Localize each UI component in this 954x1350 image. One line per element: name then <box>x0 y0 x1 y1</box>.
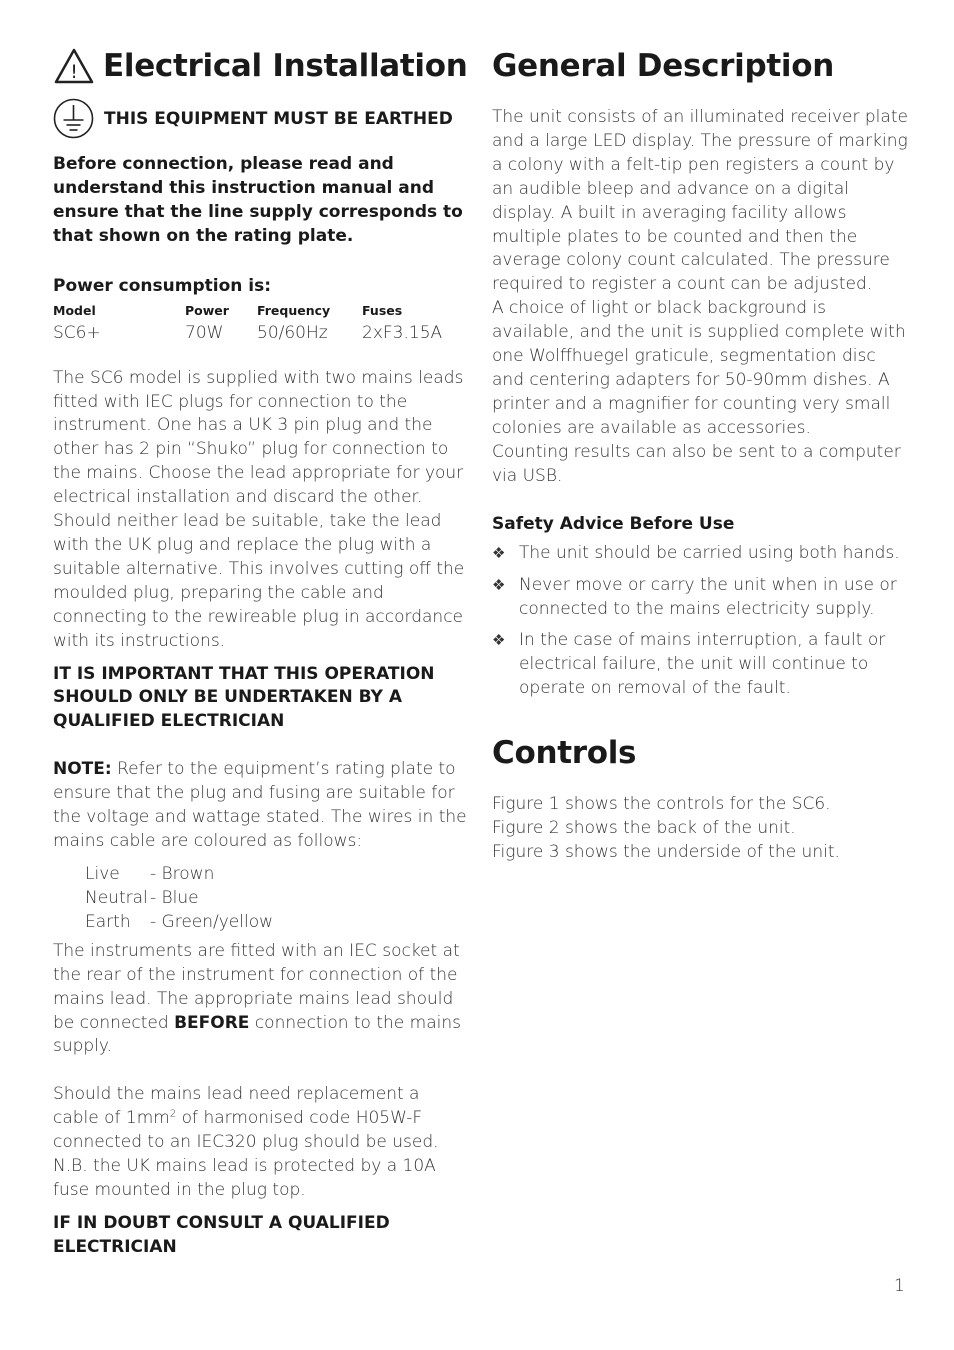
controls-line: Figure 1 shows the controls for the SC6. <box>492 793 831 814</box>
power-consumption-heading: Power consumption is: <box>53 275 272 296</box>
wire-name: Neutral <box>85 887 148 908</box>
bullet-diamond-icon: ❖ <box>492 544 506 563</box>
controls-lines <box>492 793 908 865</box>
note-text: Refer to the equipment’s rating plate to ensure that the plug and fusing are suitable for the voltage and wattage stated. The wires in the mains cable are coloured as follows: <box>53 759 467 851</box>
doubt-warning: IF IN DOUBT CONSULT A QUALIFIED ELECTRICIAN <box>53 1212 390 1257</box>
iec-text-pre: The instruments are fitted with an IEC socket at the rear of the instrument for connection of the mains lead. The appropriate mains lead should be connected <box>53 940 460 1033</box>
list-item <box>492 629 908 701</box>
cell-model: SC6+ <box>53 322 101 343</box>
col-header-fuses: Fuses <box>362 303 403 319</box>
controls-line: Figure 2 shows the back of the unit. <box>492 817 796 838</box>
right-column <box>492 44 908 865</box>
description-paragraph-1: The unit consists of an illuminated receiver plate and a large LED display. The pressure of marking a colony with a felt-tip pen registers a count by an audible bleep and advance on a digital display. A built in averaging facility allows multiple plates to be counted and then the average colony count calculated. The pressure required to register a count can be adjusted. <box>492 107 908 295</box>
wire-name: Earth <box>85 911 131 932</box>
description-paragraph-3: Counting results can also be sent to a computer via USB. <box>492 441 901 486</box>
replacement-paragraph <box>53 1083 469 1203</box>
svg-text:!: ! <box>70 61 78 83</box>
table-header-row <box>53 302 462 320</box>
replace-superscript: 2 <box>169 1108 177 1120</box>
left-column <box>53 44 469 1260</box>
col-header-model: Model <box>53 303 96 319</box>
bullet-text: Never move or carry the unit when in use or connected to the mains electricity supply. <box>519 574 897 619</box>
list-item <box>85 862 469 886</box>
cell-power: 70W <box>185 322 224 343</box>
bullet-diamond-icon: ❖ <box>492 631 506 650</box>
list-item <box>85 910 469 934</box>
electrical-installation-title: Electrical Installation <box>103 48 468 84</box>
wire-colour: - Blue <box>150 887 199 908</box>
electrical-installation-header <box>53 44 469 88</box>
earth-notice: THIS EQUIPMENT MUST BE EARTHED <box>104 108 453 129</box>
list-item <box>492 574 908 622</box>
bullet-text: In the case of mains interruption, a fault or electrical failure, the unit will continue to operate on removal of the fault. <box>519 630 886 698</box>
wire-colour-list <box>85 862 469 934</box>
earth-ground-icon <box>53 98 94 139</box>
iec-socket-paragraph <box>53 940 469 1060</box>
cell-fuses: 2xF3.15A <box>362 322 443 343</box>
wire-colour: - Brown <box>150 863 215 884</box>
bullet-diamond-icon: ❖ <box>492 575 506 594</box>
iec-text-post: connection to the mains supply. <box>53 1012 462 1057</box>
bullet-text: The unit should be carried using both hands. <box>519 543 900 564</box>
general-description-title: General Description <box>492 48 834 84</box>
wire-colour: - Green/yellow <box>150 911 274 932</box>
earth-notice-row <box>53 98 469 139</box>
iec-text-bold: BEFORE <box>174 1012 250 1033</box>
replace-text-post: of harmonised code H05W-F connected to an IEC320 plug should be used. N.B. the UK mains lead is protected by a 10A fuse mounted in the plug top. <box>53 1108 439 1200</box>
safety-heading: Safety Advice Before Use <box>492 513 735 534</box>
controls-line: Figure 3 shows the underside of the unit. <box>492 841 840 862</box>
power-spec-table <box>53 302 462 346</box>
note-paragraph <box>53 758 469 854</box>
intro-paragraph: Before connection, please read and understand this instruction manual and ensure that the line supply corresponds to that shown on the rating plate. <box>53 154 463 246</box>
wire-name: Live <box>85 863 120 884</box>
col-header-frequency: Frequency <box>257 303 331 319</box>
table-row <box>53 320 462 346</box>
cell-frequency: 50/60Hz <box>257 322 328 343</box>
mains-leads-paragraph: The SC6 model is supplied with two mains leads fitted with IEC plugs for connection to the instrument. One has a UK 3 pin plug and the other has 2 pin “Shuko” plug for connection to the mains. Choose the lead appropriate for your electrical installation and discard the other. Should neither lead be suitable, take the lead with the UK plug and replace the plug with a suitable alternative. This involves cutting off the moulded plug, preparing the cable and connecting to the rewireable plug in accordance with its instructions. <box>53 367 465 651</box>
warning-icon <box>53 47 95 85</box>
replace-text-pre: Should the mains lead need replacement a cable of 1mm <box>53 1084 420 1129</box>
page-number: 1 <box>894 1276 905 1296</box>
col-header-power: Power <box>185 303 229 319</box>
description-paragraph-2: A choice of light or black background is available, and the unit is supplied complete with one Wolffhuegel graticule, segmentation disc and centering adapters for 50-90mm dishes. A printer and a magnifier for counting very small colonies are available as accessories. <box>492 298 906 438</box>
important-warning: IT IS IMPORTANT THAT THIS OPERATION SHOULD ONLY BE UNDERTAKEN BY A QUALIFIED ELECTRICIAN <box>53 663 435 732</box>
list-item <box>492 542 908 566</box>
safety-list <box>492 542 908 700</box>
controls-title: Controls <box>492 734 637 771</box>
list-item <box>85 886 469 910</box>
note-label: NOTE: <box>53 759 112 780</box>
